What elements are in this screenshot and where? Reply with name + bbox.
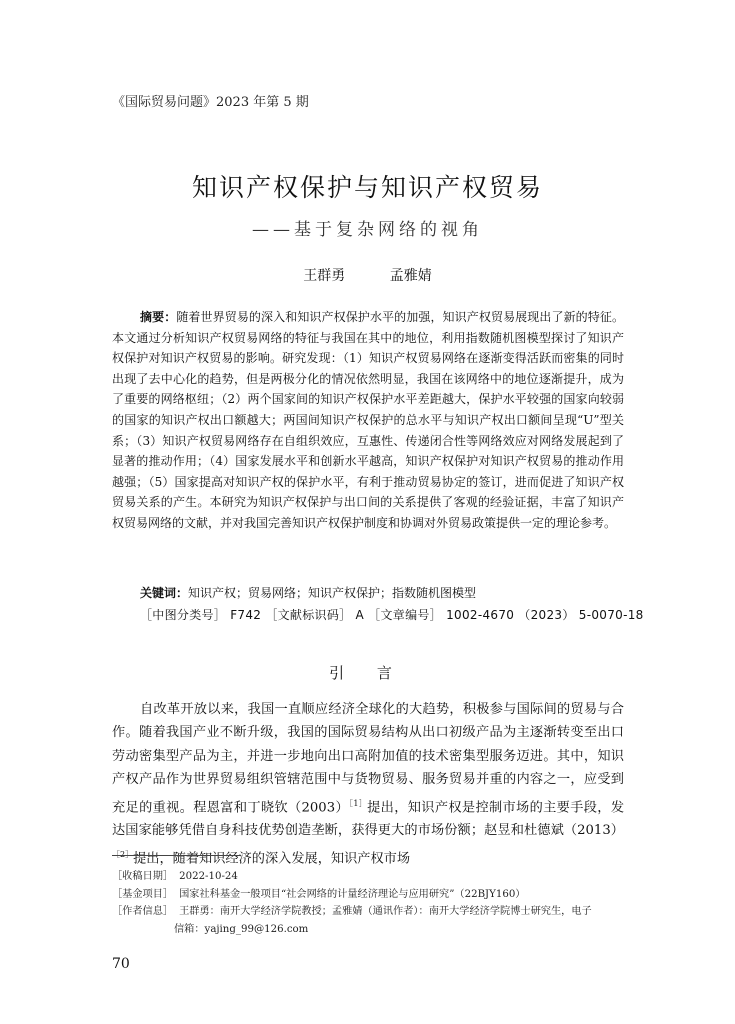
journal-header: 《国际贸易问题》2023 年第 5 期 <box>112 95 309 110</box>
keywords-text: 知识产权；贸易网络；知识产权保护；指数随机图模型 <box>188 586 477 600</box>
paper-title: 知识产权保护与知识产权贸易 <box>191 173 543 202</box>
author-list <box>0 265 735 285</box>
body-paragraph <box>112 698 624 871</box>
abstract-text: 随着世界贸易的深入和知识产权保护水平的加强，知识产权贸易展现出了新的特征。本文通过分析知识产权贸易网络的特征与我国在其中的地位，利用指数随机图模型探讨了知识产权保护对知识产权贸易的影响。研究发现：（1）知识产权贸易网络在逐渐变得活跃而密集的同时出现了去中心化的趋势，但是两极分化的情况依然明显，我国在该网络中的地位逐渐提升，成为了重要的网络枢纽；（2）两个国家间的知识产权保护水平差距越大，保护水平较强的国家向较弱的国家的知识产权出口额越大；两国间知识产权保护的总水平与知识产权出口额间呈现“U”型关系；（3）知识产权贸易网络存在自组织效应，互惠性、传递闭合性等网络效应对网络发展起到了显著的推动作用；（4）国家发展水平和创新水平越高，知识产权保护对知识产权贸易的推动作用越强；（5）国家提高对知识产权的保护水平，有利于推动贸易协定的签订，进而促进了知识产权贸易关系的产生。本研究为知识产权保护与出口间的关系提供了客观的经验证据，丰富了知识产权贸易网络的文献，并对我国完善知识产权保护制度和协调对外贸易政策提供一定的理论参考。 <box>112 310 624 530</box>
body-text-part: 提出，知识产权是控制市场的主要手段，发达国家能够凭借自身科技优势创造垄断，获得更大的市场份额；赵昱和杜德斌（2013） <box>112 800 625 839</box>
footnote-author <box>112 903 632 921</box>
classification-line: ［中图分类号］ F742 ［文献标识码］ A ［文章编号］ 1002-4670 （2023） 5-0070-18 <box>140 608 644 622</box>
paper-subtitle: ——基于复杂网络的视角 <box>252 220 483 240</box>
page-number: 70 <box>112 956 130 972</box>
keywords-label: 关键词： <box>140 586 189 600</box>
footnote-value: 2022-10-24 <box>179 871 238 882</box>
author-name: 孟雅婧 <box>389 268 432 284</box>
keywords <box>140 584 476 601</box>
footnote-received <box>112 868 632 886</box>
footnotes <box>112 868 632 938</box>
author-name: 王群勇 <box>303 268 346 284</box>
footnote-label: ［收稿日期］ <box>112 871 174 882</box>
footnote-value: 国家社科基金一般项目“社会网络的计量经济理论与应用研究”（22BJY160） <box>179 888 526 900</box>
footnote-divider <box>112 855 240 856</box>
body-text-part: 自改革开放以来，我国一直顺应经济全球化的大趋势，积极参与国际间的贸易与合作。随着我国产业不断升级，我国的国际贸易结构从出口初级产品为主逐渐转变至出口劳动密集型产品为主，并进一步地向出口高附加值的技术密集型服务迈进。其中，知识产权产品作为世界贸易组织管辖范围中与货物贸易、服务贸易并重的内容之一，应受到充足的重视。程恩富和丁晓钦（2003） <box>112 702 624 816</box>
abstract-label: 摘要： <box>140 310 177 324</box>
section-heading: 引 言 <box>329 664 406 682</box>
footnote-fund <box>112 886 632 904</box>
footnote-email: 信箱：yajing_99@126.com <box>174 923 309 935</box>
citation-ref[interactable]: ［2］ <box>112 849 134 859</box>
footnote-label: ［作者信息］ <box>112 906 174 917</box>
body-text-part: 提出，随着知识经济的深入发展，知识产权市场 <box>133 851 411 867</box>
footnote-value: 王群勇：南开大学经济学院教授；孟雅婧（通讯作者）：南开大学经济学院博士研究生，电子 <box>179 906 592 917</box>
citation-ref[interactable]: ［1］ <box>348 798 368 808</box>
footnote-label: ［基金项目］ <box>112 888 174 900</box>
abstract <box>112 307 624 534</box>
